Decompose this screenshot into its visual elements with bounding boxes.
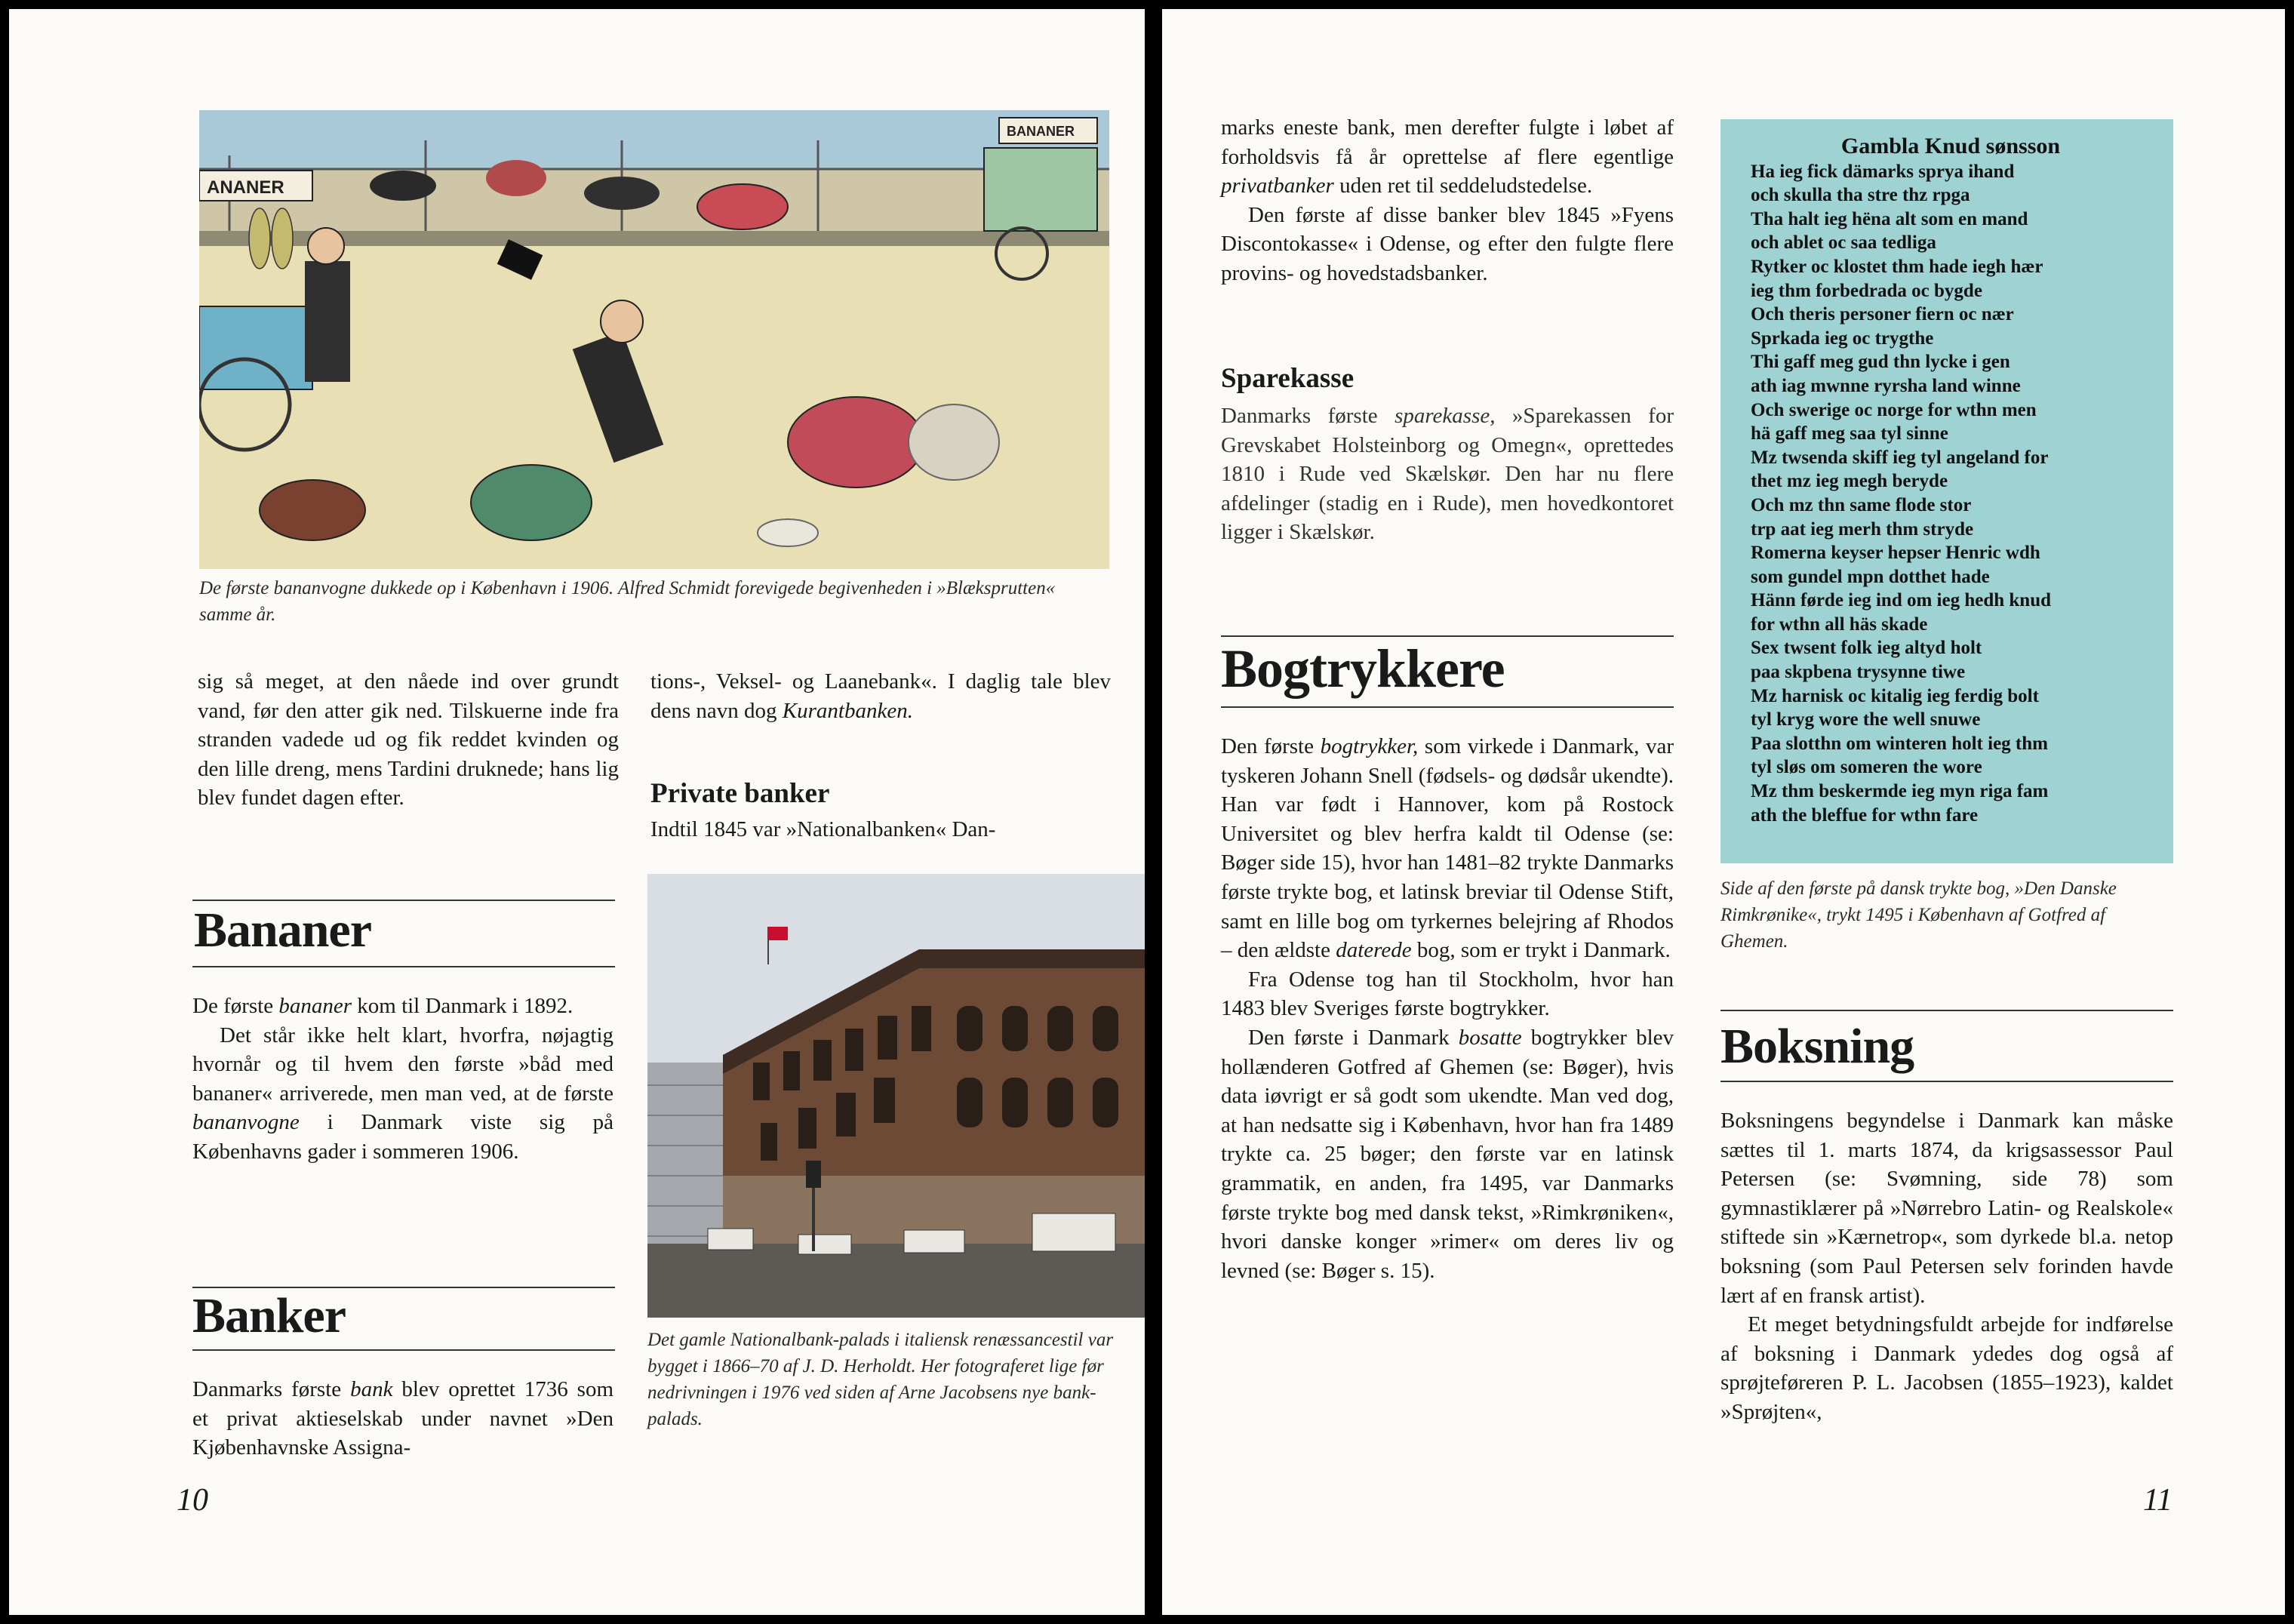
bogtrykkere-paragraph-1: Den første bogtrykker, som virkede i Danmark, var tyskeren Johann Snell (fødsels- og dødsår ukendte). Han var født i Hannover, kom på Rostock Universitet og blev herfra kaldt til Odense (se: Bøger side 15), hvor han 1481–82 trykte Danmarks første trykte bog, et latinsk breviar til Odense Stift, samt en lille bog om tyrkernes belejring af Rhodos – den ældste daterede bog, som er trykt i Danmark. — [1221, 734, 1674, 963]
bananer-paragraph-1: De første bananer kom til Danmark i 1892. — [192, 994, 574, 1018]
bananer-title: Bananer — [194, 903, 372, 958]
rimkronike-page-image — [1720, 119, 2173, 863]
nationalbank-photo — [647, 874, 1145, 1318]
drowning-story-text: sig så meget, at den nåede ind over grundt vand, før den atter gik ned. Tilskuerne inde fra stranden vadede ud og fik reddet kvinden og den lille dreng, mens Tardini druknede; hans lig blev fundet dagen efter. — [198, 669, 619, 810]
rimkronike-line: Tha halt ieg hëna alt som en mand — [1751, 208, 2028, 229]
rimkronike-line: Och swerige oc norge for wthn men — [1751, 399, 2037, 420]
photo-caption: Det gamle Nationalbank-palads i italiensk renæssancestil var bygget i 1866–70 af J. D. Herholdt. Her fotograferet lige før nedrivningen i 1976 ved siden af Arne Jacobsens nye bank-palads. — [647, 1330, 1114, 1429]
private-banker-text: Indtil 1845 var »Nationalbanken« Dan- — [650, 817, 996, 841]
bogtrykkere-paragraph-2: Fra Odense tog han til Stockholm, hvor han 1483 blev Sveriges første bogtrykker. — [1221, 967, 1674, 1021]
rimkronike-line: Mz twsenda skiff ieg tyl angeland for — [1751, 447, 2049, 468]
rimkronike-line: Mz thm beskermde ieg myn riga fam — [1751, 781, 2049, 802]
rimkronike-line: Paa slotthn om winteren holt ieg thm — [1751, 733, 2048, 754]
rimkronike-line: Sprkada ieg oc trygthe — [1751, 328, 1934, 349]
rimkronike-title-line: Gambla Knud sønsson — [1840, 134, 2061, 158]
rimkronike-line: Mz harnisk oc kitalig ieg ferdig bolt — [1751, 685, 2039, 706]
fyens-paragraph: Den første af disse banker blev 1845 »Fyens Discontokasse« i Odense, og efter den fulgte flere provins- og hovedstadsbanker. — [1221, 202, 1674, 285]
cartoon-sign-right: BANANER — [1007, 124, 1075, 139]
private-banker-heading: Private banker — [650, 778, 830, 809]
bogtrykkere-rule-bottom — [1221, 706, 1674, 708]
boksning-paragraph-1: Boksningens begyndelse i Danmark kan måske sættes til 1. marts 1874, da krigsassessor Paul Petersen (se: Svømning, side 78) som gymnastiklærer på »Nørrebro Latin- og Realskole« stiftede sin »Kærnetrop«, som dyrkede bl.a. netop boksning (som Paul Petersen selv forinden havde lært af en fransk artist). — [1720, 1109, 2173, 1308]
rimkronike-line: for wthn all häs skade — [1751, 614, 1928, 635]
rimkronike-line: och skulla tha stre thz rpga — [1751, 185, 1970, 206]
rimkronike-line: tyl sløs om someren the wore — [1751, 757, 1982, 778]
cartoon-sign-left: ANANER — [207, 177, 284, 198]
banker-text: Danmarks første bank blev oprettet 1736 som et privat aktieselskab under navnet »Den Kjøbenhavnske Assigna- — [192, 1377, 614, 1460]
page-number-left: 10 — [177, 1483, 208, 1518]
rimkronike-line: Ha ieg fick dämarks sprya ihand — [1751, 161, 2015, 182]
right-page — [1162, 9, 2285, 1615]
bananer-rule-top — [192, 900, 615, 901]
rimkronike-line: ath the bleffue for wthn fare — [1751, 804, 1979, 826]
bogtrykkere-text — [1221, 732, 1674, 1285]
bananer-text — [192, 992, 613, 1167]
rimkronike-line: Romerna keyser hepser Henric wdh — [1751, 543, 2040, 564]
sparekasse-heading: Sparekasse — [1221, 363, 1355, 394]
privatbanker-paragraph: marks eneste bank, men derefter fulgte i løbet af forholdsvis få år oprettelse af flere egentlige privatbanker uden ret til seddeludstedelse. — [1221, 115, 1674, 198]
rimkronike-line: Sex twsent folk ieg altyd holt — [1751, 638, 1982, 659]
rimkronike-line: Och mz thn same flode stor — [1751, 494, 1972, 515]
rimkronike-line: ath iag mwnne ryrsha land winne — [1751, 375, 2021, 396]
bogtrykkere-rule-top — [1221, 635, 1674, 637]
bank-name-text — [650, 667, 1111, 725]
banker-title: Banker — [192, 1288, 346, 1343]
boksning-rule-top — [1720, 1010, 2173, 1011]
left-page — [9, 9, 1145, 1615]
bogtrykkere-title: Bogtrykkere — [1221, 638, 1505, 699]
sparekasse-text: Danmarks første sparekasse, »Sparekassen for Grevskabet Holsteinborg og Omegn«, oprettedes 1810 i Rude ved Skælskør. Den har nu flere afdelinger (stadig en i Rude), men hovedkontoret ligger i Skælskør. — [1221, 404, 1674, 545]
bananer-rule-bottom — [192, 966, 615, 967]
rimkronike-line: hä gaff meg saa tyl sinne — [1751, 423, 1948, 444]
rimkronike-line: Hänn førde ieg ind om ieg hedh knud — [1751, 590, 2052, 611]
boksning-text — [1720, 1106, 2173, 1427]
rimkronike-line: Och theris personer fiern oc nær — [1751, 304, 2014, 325]
boksning-paragraph-2: Et meget betydningsfuldt arbejde for indførelse af boksning i Danmark ydedes dog også af sprøjteføreren P. L. Jacobsen (1855–1923), kaldet »Sprøjten«, — [1720, 1312, 2173, 1424]
rimkronike-line: trp aat ieg merh thm stryde — [1751, 518, 1974, 540]
privatbanker-text — [1221, 113, 1674, 288]
banker-rule-bottom — [192, 1349, 615, 1351]
rimkronike-line: ieg thm forbedrada oc bygde — [1751, 280, 1982, 301]
banana-cart-cartoon — [199, 110, 1109, 569]
rimkronike-line: Thi gaff meg gud thn lycke i gen — [1751, 352, 2010, 373]
rimkronike-line: som gundel mpn dotthet hade — [1751, 566, 1990, 587]
cartoon-caption: De første bananvogne dukkede op i København i 1906. Alfred Schmidt forevigede begivenheden i »Blæksprutten« samme år. — [199, 578, 1056, 625]
bank-name-text-a: tions-, Veksel- og Laanebank«. I daglig tale blev dens navn dog — [650, 669, 1111, 723]
rimkronike-line: och ablet oc saa tedliga — [1751, 232, 1936, 254]
page-number-right: 11 — [2143, 1483, 2173, 1518]
boksning-rule-bottom — [1720, 1081, 2173, 1082]
bogtrykkere-paragraph-3: Den første i Danmark bosatte bogtrykker blev hollænderen Gotfred af Ghemen (se: Bøger), hvis data iøvrigt er så godt som ukendte. Man ved dog, at han nedsatte sig i København, hvor han fra 1489 trykte ca. 25 bøger; den første var en latinsk grammatik, en anden, fra 1495, var Danmarks første trykte bog med dansk tekst, »Rimkrøniken«, hvori danske konger »rimer« om deres liv og levned (se: Bøger s. 15). — [1221, 1025, 1674, 1283]
boksning-title: Boksning — [1720, 1019, 1914, 1074]
rimkronike-caption: Side af den første på dansk trykte bog, »Den Danske Rimkrønike«, trykt 1495 i København af Gotfred af Ghemen. — [1720, 878, 2117, 952]
rimkronike-line: tyl kryg wore the well snuwe — [1751, 709, 1981, 730]
kurantbanken-em: Kurantbanken. — [782, 698, 913, 723]
rimkronike-line: Rytker oc klostet thm hade iegh hær — [1751, 256, 2043, 277]
bananer-paragraph-2: Det står ikke helt klart, hvorfra, nøjagtig hvornår og til hvem den første »båd med bananer« arriverede, men man ved, at de første bananvogne i Danmark viste sig på Københavns gader i sommeren 1906. — [192, 1023, 613, 1164]
rimkronike-line: thet mz ieg megh beryde — [1751, 471, 1948, 492]
rimkronike-line: paa skpbena trysynne tiwe — [1751, 662, 1966, 683]
